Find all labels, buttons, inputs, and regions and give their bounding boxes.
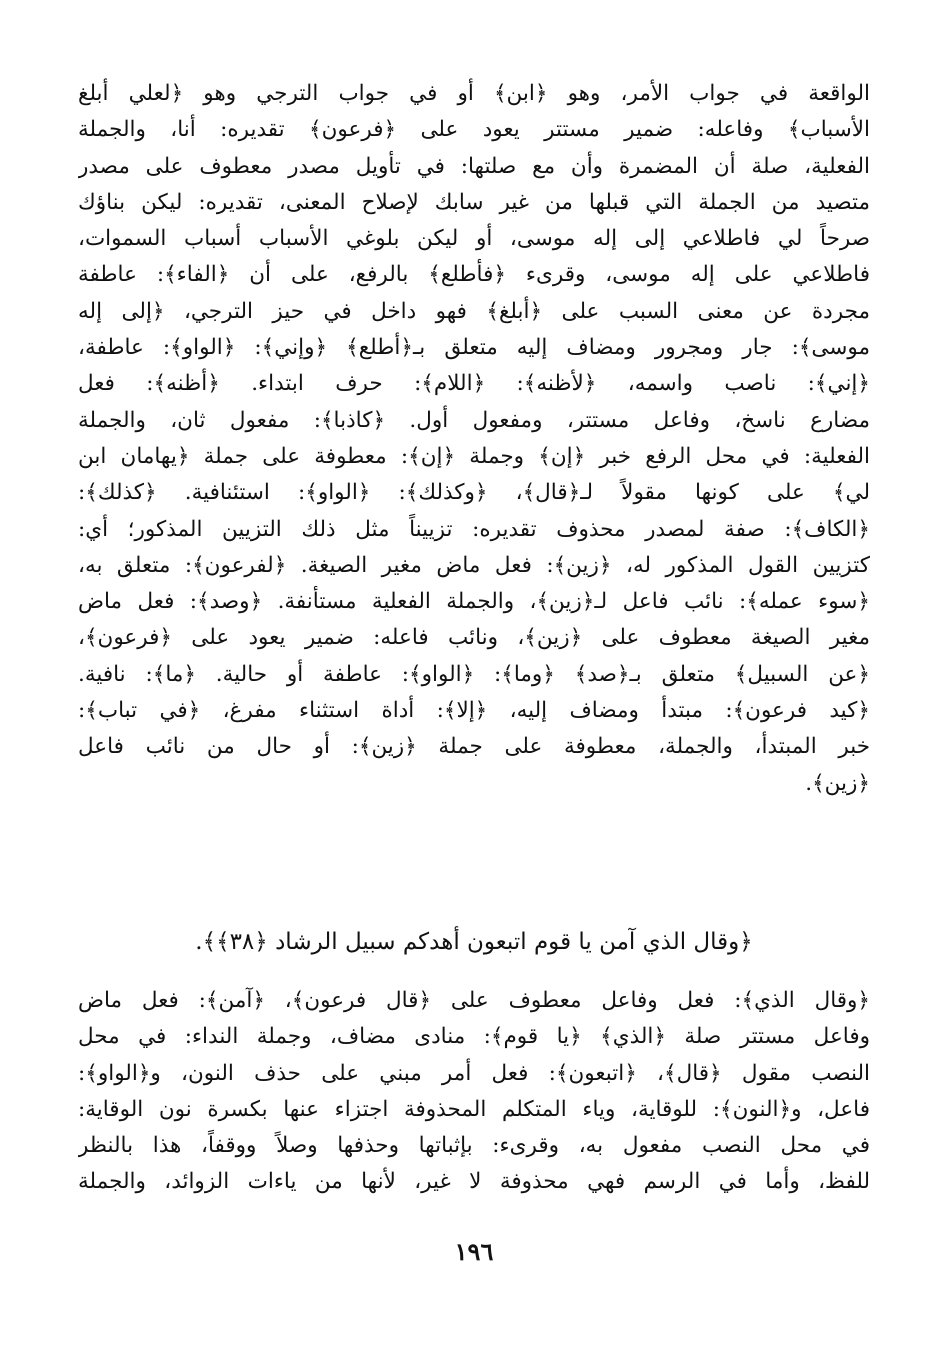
- text-line: للفظ، وأما في الرسم فهي محذوفة لا غير، لأنها من ياءات الزوائد، والجملة: [78, 1169, 870, 1195]
- text-line: ﴿سوء عمله﴾: نائب فاعل لـ﴿زين﴾، والجملة الفعلية مستأنفة. ﴿وصد﴾: فعل ماض: [78, 589, 870, 615]
- text-line: ﴿زين﴾.: [805, 770, 870, 796]
- text-line: ﴿إني﴾: ناصب واسمه، ﴿لأظنه﴾: ﴿اللام﴾: حرف ابتداء. ﴿أظنه﴾: فعل: [78, 371, 870, 397]
- text-line: في محل النصب مفعول به، وقرىء: بإثباتها وحذفها وصلاً ووقفاً، هذا بالنظر: [78, 1133, 870, 1159]
- text-line: كتزيين القول المذكور له، ﴿زين﴾: فعل ماض مغير الصيغة. ﴿لفرعون﴾: متعلق به،: [78, 552, 870, 578]
- text-line: ﴿كيد فرعون﴾: مبتدأ ومضاف إليه، ﴿إلا﴾: أداة استثناء مفرغ، ﴿في تباب﴾:: [78, 698, 870, 724]
- text-line: ﴿وقال الذي﴾: فعل وفاعل معطوف على ﴿قال فرعون﴾، ﴿آمن﴾: فعل ماض: [78, 988, 870, 1013]
- text-line: خبر المبتدأ، والجملة، معطوفة على جملة ﴿زين﴾: أو حال من نائب فاعل: [78, 734, 870, 760]
- text-line: ﴿عن السبيل﴾ متعلق بـ﴿صد﴾ ﴿وما﴾: ﴿الواو﴾: عاطفة أو حالية. ﴿ما﴾: نافية.: [78, 661, 870, 687]
- text-line: وفاعل مستتر صلة ﴿الذي﴾ ﴿يا قوم﴾: منادى مضاف، وجملة النداء: في محل: [78, 1024, 870, 1050]
- text-line: الواقعة في جواب الأمر، وهو ﴿ابن﴾ أو في جواب الترجي وهو ﴿لعلي أبلغ: [78, 81, 870, 106]
- text-line: الأسباب﴾ وفاعله: ضمير مستتر يعود على ﴿فرعون﴾ تقديره: أنا، والجملة: [78, 117, 870, 143]
- text-line: الفعلية: في محل الرفع خبر ﴿إن﴾ وجملة ﴿إن﴾: معطوفة على جملة ﴿يهامان ابن: [78, 443, 870, 469]
- text-line: متصيد من الجملة التي قبلها من غير سابك لإصلاح المعنى، تقديره: ليكن بناؤك: [78, 189, 870, 215]
- text-line: مضارع ناسخ، وفاعل مستتر، ومفعول أول. ﴿كاذبا﴾: مفعول ثان، والجملة: [78, 407, 870, 433]
- text-line: الفعلية، صلة أن المضمرة وأن مع صلتها: في تأويل مصدر معطوف على مصدر: [78, 153, 870, 179]
- text-line: لي﴾ على كونها مقولاً لـ﴿قال﴾، ﴿وكذلك﴾: ﴿الواو﴾: استئنافية. ﴿كذلك﴾:: [78, 480, 870, 506]
- text-line: مجردة عن معنى السبب على ﴿أبلغ﴾ فهو داخل في حيز الترجي، ﴿إلى إله: [78, 298, 870, 324]
- text-line: صرحاً لي فاطلاعي إلى إله موسى، أو ليكن بلوغي الأسباب أسباب السموات،: [78, 226, 870, 252]
- page-number: ١٩٦: [454, 1237, 494, 1266]
- quran-verse-heading: ﴿وقال الذي آمن يا قوم اتبعون أهدكم سبيل الرشاد ﴿٣٨﴾﴾.: [195, 929, 753, 955]
- text-line: فاعل، و﴿النون﴾: للوقاية، وياء المتكلم المحذوفة اجتزاء عنها بكسرة نون الوقاية:: [78, 1096, 870, 1122]
- text-line: مغير الصيغة معطوف على ﴿زين﴾، ونائب فاعله: ضمير يعود على ﴿فرعون﴾،: [78, 625, 870, 651]
- text-line: النصب مقول ﴿قال﴾، ﴿اتبعون﴾: فعل أمر مبني على حذف النون، و﴿الواو﴾:: [78, 1060, 870, 1086]
- commentary-section-1: [78, 76, 870, 802]
- commentary-section-2: [78, 983, 870, 1201]
- text-line: ﴿الكاف﴾: صفة لمصدر محذوف تقديره: تزييناً مثل ذلك التزيين المذكور؛ أي:: [78, 516, 870, 542]
- text-line: فاطلاعي على إله موسى، وقرىء ﴿فأطلع﴾ بالرفع، على أن ﴿الفاء﴾: عاطفة: [78, 262, 870, 288]
- text-line: موسى﴾: جار ومجرور ومضاف إليه متعلق بـ﴿أطلع﴾ ﴿وإني﴾: ﴿الواو﴾: عاطفة،: [78, 335, 870, 361]
